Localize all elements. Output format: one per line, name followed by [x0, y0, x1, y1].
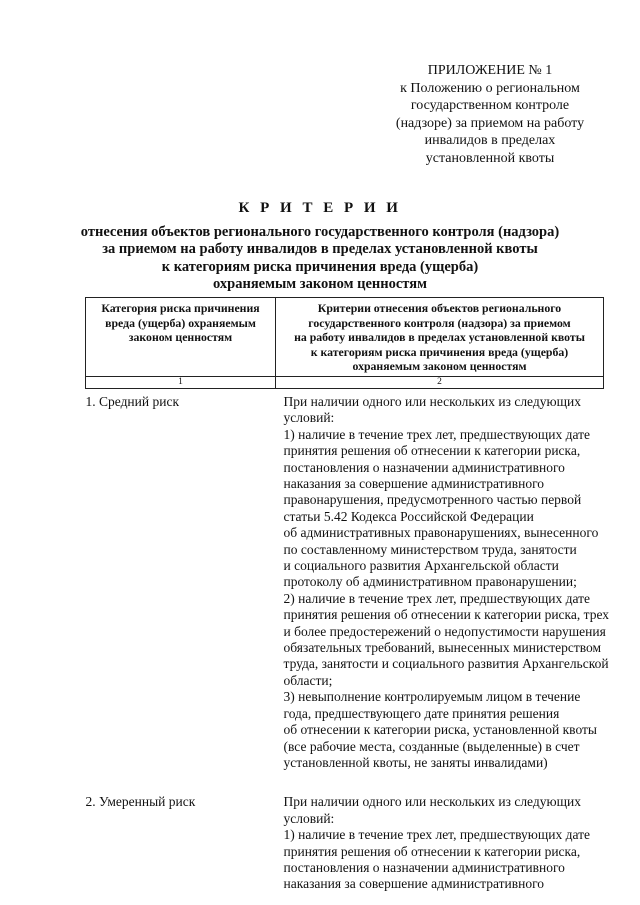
- column-number: 2: [276, 376, 604, 388]
- row-spacer: [86, 771, 604, 789]
- criteria-line: правонарушения, предусмотренного частью первой: [283, 492, 582, 508]
- risk-category: 1. Средний риск: [85, 393, 180, 409]
- criteria-line: принятия решения об отнесении к категории риска,: [283, 443, 581, 459]
- header-line: охраняемым законом ценностям: [352, 359, 527, 374]
- appendix-line: инвалидов в пределах: [424, 133, 556, 149]
- appendix-line: (надзоре) за приемом на работу: [395, 115, 585, 131]
- header-line: к категориям риска причинения вреда (ущерба): [310, 344, 569, 359]
- title-line: охраняемым законом ценностям: [213, 276, 427, 292]
- header-line: вреда (ущерба) охраняемым: [105, 315, 256, 330]
- spacer-cell: [276, 771, 604, 789]
- appendix-block: [380, 62, 600, 168]
- title-line: отнесения объектов регионального государственного контроля (надзора): [80, 223, 560, 240]
- spacer-cell: [86, 771, 276, 789]
- criteria-line: условий:: [283, 810, 335, 826]
- title-line: к категориям риска причинения вреда (ущерба): [161, 258, 479, 275]
- criteria-line: протоколу об административном правонарушении;: [283, 574, 577, 590]
- criteria-line: условий:: [283, 410, 335, 426]
- criteria-line: постановления о назначении административного: [283, 459, 565, 475]
- risk-category: 2. Умеренный риск: [85, 794, 196, 810]
- criteria-table: [85, 297, 610, 893]
- criteria-line: обязательных требований, вынесенных министерством: [283, 640, 602, 656]
- criteria-line: постановления о назначении административного: [283, 859, 565, 875]
- header-line: Категория риска причинения: [101, 301, 260, 315]
- criteria-line: 1) наличие в течение трех лет, предшествующих дате: [283, 827, 590, 843]
- criteria-line: об отнесении к категории риска, установленной квоты: [283, 722, 598, 738]
- table-header-row: [86, 298, 604, 377]
- risk-criteria: [276, 789, 604, 892]
- header-criteria: [276, 298, 604, 377]
- column-number-row: [86, 376, 604, 388]
- criteria-line: по составленному министерством труда, занятости: [283, 541, 577, 557]
- criteria-line: об административных правонарушениях, вынесенного: [283, 525, 599, 541]
- criteria-line: и социального развития Архангельской области: [283, 558, 559, 574]
- header-line: государственного контроля (надзора) за приемом: [308, 315, 571, 330]
- appendix-line: государственном контроле: [410, 98, 570, 114]
- column-number: 1: [86, 376, 276, 388]
- criteria-line: наказания за совершение административного: [283, 476, 545, 491]
- criteria-line: года, предшествующего дате принятия решения: [283, 705, 560, 721]
- appendix-line: установленной квоты: [425, 150, 555, 166]
- criteria-line: принятия решения об отнесении к категории риска,: [283, 843, 581, 859]
- title-heading: К Р И Т Е Р И И: [238, 200, 402, 216]
- appendix-line: к Положению о региональном: [400, 80, 580, 96]
- criteria-line: 3) невыполнение контролируемым лицом в течение: [283, 689, 581, 705]
- header-line: на работу инвалидов в пределах установленной квоты: [294, 330, 585, 345]
- header-line: Критерии отнесения объектов регионального: [317, 301, 562, 315]
- criteria-line: статьи 5.42 Кодекса Российской Федерации: [283, 508, 534, 524]
- criteria-line: наказания за совершение административного: [283, 876, 545, 892]
- risk-criteria: [276, 388, 610, 771]
- criteria-line: При наличии одного или нескольких из следующих: [283, 794, 581, 810]
- criteria-line: (все рабочие места, созданные (выделенные) в счет: [283, 738, 580, 754]
- header-line: законом ценностям: [128, 330, 233, 345]
- criteria-line: 1) наличие в течение трех лет, предшествующих дате: [283, 426, 590, 442]
- criteria-line: При наличии одного или нескольких из следующих: [283, 393, 581, 409]
- table-row: [86, 388, 604, 771]
- appendix-line: ПРИЛОЖЕНИЕ № 1: [427, 63, 553, 78]
- criteria-line: установленной квоты, не заняты инвалидами): [283, 754, 548, 770]
- document-title: [60, 200, 580, 294]
- criteria-line: принятия решения об отнесении к категории риска, трех: [283, 607, 610, 623]
- criteria-line: и более предостережений о недопустимости нарушения: [283, 623, 606, 639]
- table-row: [86, 789, 604, 892]
- header-category: [86, 298, 276, 377]
- criteria-line: 2) наличие в течение трех лет, предшествующих дате: [283, 590, 590, 606]
- title-line: за приемом на работу инвалидов в пределах установленной квоты: [102, 241, 538, 257]
- criteria-line: области;: [283, 672, 333, 688]
- criteria-line: труда, занятости и социального развития Архангельской: [283, 656, 609, 672]
